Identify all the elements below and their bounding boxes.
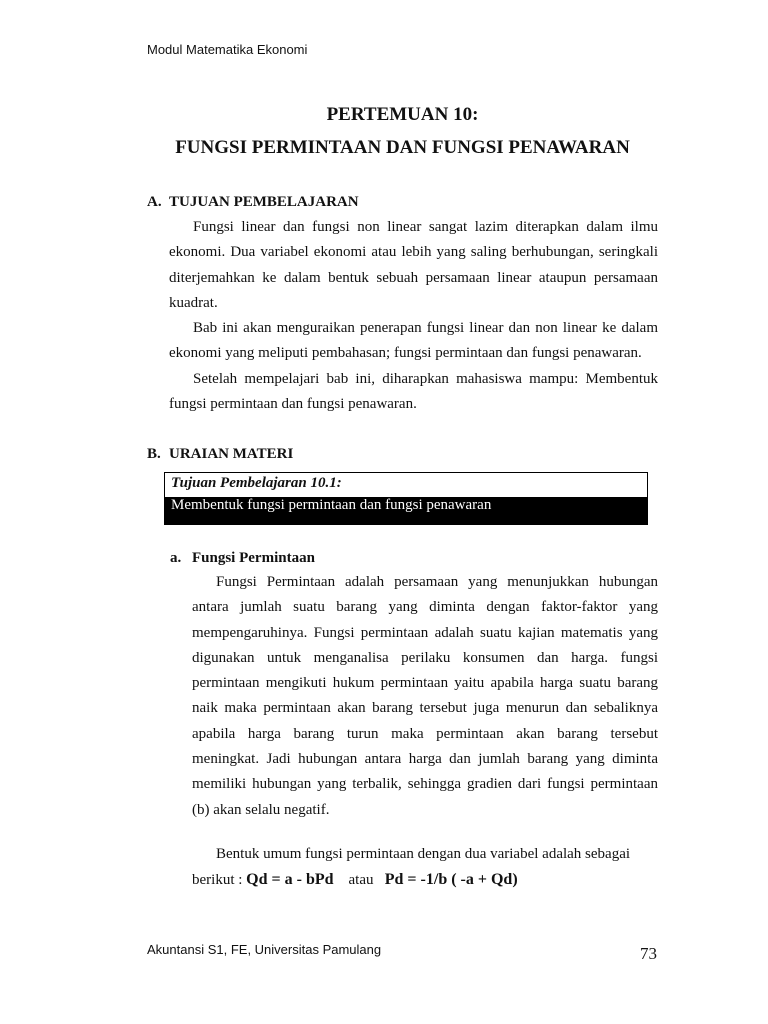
section-b-number: B. [147,446,161,462]
running-header: Modul Matematika Ekonomi [147,42,308,57]
chapter-title: FUNGSI PERMINTAAN DAN FUNGSI PENAWARAN [175,137,630,158]
formula-prefix: berikut : [192,872,243,889]
section-a-heading [147,194,359,211]
subsection-a-heading [170,550,315,567]
learning-objective-box [164,472,648,525]
demand-formula: Qd = a - bPd [246,871,334,889]
page-number: 73 [640,944,657,963]
paragraph: Fungsi linear dan fungsi non linear sangat lazim diterapkan dalam ilmu ekonomi. Dua variabel ekonomi atau lebih yang saling berhubungan, seringkali diterjemahkan ke dalam bentuk sebuah persamaan linear ataupun persamaan kuadrat. [169,219,658,311]
chapter-number-title: PERTEMUAN 10: [326,104,479,125]
paragraph: Setelah mempelajari bab ini, diharapkan mahasiswa mampu: Membentuk fungsi permintaan dan fungsi penawaran. [169,370,658,413]
section-a-title: TUJUAN PEMBELAJARAN [169,194,359,210]
running-footer: Akuntansi S1, FE, Universitas Pamulang [147,942,382,957]
paragraph: Bab ini akan menguraikan penerapan fungsi linear dan non linear ke dalam ekonomi yang meliputi pembahasan; fungsi permintaan dan fungsi penawaran. [169,320,658,362]
paragraph: Fungsi Permintaan adalah persamaan yang menunjukkan hubungan antara jumlah suatu barang yang diminta dengan faktor-faktor yang mempengaruhinya. Fungsi permintaan adalah suatu kajian matematis yang digunakan untuk menganalisa perilaku konsumen dan harga. fungsi permintaan mengikuti hukum permintaan yaitu apabila harga suatu barang naik maka permintaan akan barang tersebut juga menurun dan sebaliknya apabila harga barang turun maka permintaan akan barang tersebut meningkat. Jadi hubungan antara harga dan jumlah barang yang diminta memiliki hubungan yang terbalik, sehingga gradien dari fungsi permintaan (b) akan selalu negatif. [192,574,658,818]
objective-text: Membentuk fungsi permintaan dan fungsi penawaran [165,497,647,524]
subsection-a-title: Fungsi Permintaan [192,550,315,566]
section-b-title: URAIAN MATERI [169,446,294,462]
objective-label: Tujuan Pembelajaran 10.1: [171,475,342,491]
section-b-heading [147,446,293,463]
formula-line [192,867,658,893]
subsection-a-body [192,570,658,823]
section-a-number: A. [147,194,162,210]
general-form-block [192,842,658,894]
section-a-body [169,215,658,417]
subsection-a-number: a. [170,550,182,566]
formula-or: atau [348,872,374,889]
inverse-demand-formula: Pd = -1/b ( -a + Qd) [384,871,518,889]
general-form-intro: Bentuk umum fungsi permintaan dengan dua variabel adalah sebagai [216,846,631,862]
